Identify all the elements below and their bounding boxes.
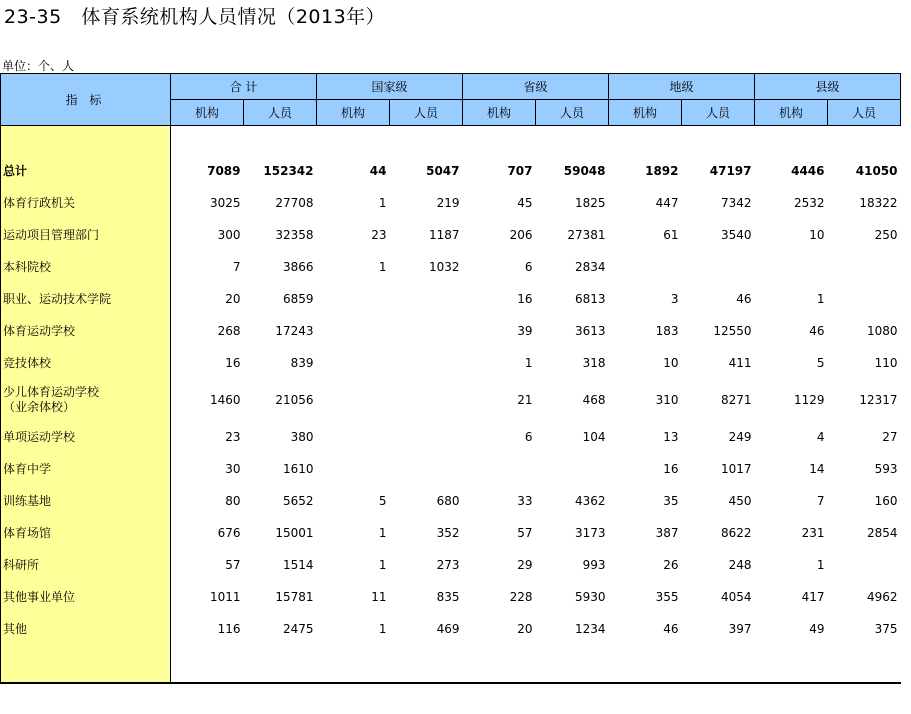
header-sub-personnel: 人员: [682, 100, 755, 126]
table-cell: [828, 251, 901, 283]
table-cell: [317, 283, 390, 315]
table-cell: 160: [874, 494, 898, 508]
table-cell: 380: [290, 430, 314, 444]
table-row: [1, 283, 901, 315]
table-cell: 676: [217, 526, 241, 540]
header-group-prefecture: 地级: [609, 74, 755, 100]
table-cell: 1: [378, 622, 387, 636]
table-cell: [390, 347, 463, 379]
table-row: [1, 549, 901, 581]
table-row: [1, 485, 901, 517]
table-cell: [317, 379, 390, 421]
table-cell: 8271: [720, 393, 752, 407]
header-group-total: 合 计: [171, 74, 317, 100]
table-cell: 16: [517, 292, 533, 306]
table-cell: 49: [809, 622, 825, 636]
table-cell: 30: [225, 462, 241, 476]
table-cell: 14: [809, 462, 825, 476]
table-cell: 7: [816, 494, 825, 508]
header-sub-personnel: 人员: [390, 100, 463, 126]
table-cell: 1: [378, 526, 387, 540]
table-cell: 18322: [859, 196, 898, 210]
table-cell: 20: [517, 622, 533, 636]
table-cell: 3173: [574, 526, 606, 540]
table-cell: 1: [816, 292, 825, 306]
table-cell: 104: [582, 430, 606, 444]
row-label: 职业、运动技术学院: [1, 283, 171, 315]
row-label: 运动项目管理部门: [1, 219, 171, 251]
table-cell: 1460: [209, 393, 241, 407]
table-cell: 250: [874, 228, 898, 242]
table-cell: 12550: [713, 324, 752, 338]
table-cell: [828, 549, 901, 581]
table-cell: 1: [524, 356, 533, 370]
table-cell: 16: [663, 462, 679, 476]
table-cell: 45: [517, 196, 533, 210]
table-cell: 2475: [282, 622, 314, 636]
table-cell: 57: [225, 558, 241, 572]
table-row: [1, 219, 901, 251]
table-cell: 4446: [791, 164, 825, 178]
table-cell: 80: [225, 494, 241, 508]
table-cell: 310: [655, 393, 679, 407]
table-cell: 268: [217, 324, 241, 338]
row-label: 体育中学: [1, 453, 171, 485]
table-cell: 10: [663, 356, 679, 370]
table-cell: 116: [217, 622, 241, 636]
table-cell: 206: [509, 228, 533, 242]
table-cell: 10: [809, 228, 825, 242]
table-cell: 61: [663, 228, 679, 242]
table-cell: 1032: [428, 260, 460, 274]
table-cell: 4362: [574, 494, 606, 508]
table-cell: 1011: [209, 590, 241, 604]
unit-note: 单位：个、人: [2, 59, 75, 73]
table-row: [1, 379, 901, 421]
table-row: [1, 155, 901, 187]
table-cell: 411: [728, 356, 752, 370]
table-cell: 1: [378, 260, 387, 274]
table-cell: 447: [655, 196, 679, 210]
header-sub-personnel: 人员: [244, 100, 317, 126]
row-label: 训练基地: [1, 485, 171, 517]
table-cell: 355: [655, 590, 679, 604]
table-cell: 3: [670, 292, 679, 306]
table-cell: 1: [378, 196, 387, 210]
table-cell: [390, 421, 463, 453]
header-sub-institutions: 机构: [609, 100, 682, 126]
table-cell: [390, 379, 463, 421]
table-cell: 7089: [207, 164, 241, 178]
row-label: 本科院校: [1, 251, 171, 283]
table-cell: 375: [874, 622, 898, 636]
table-cell: 1187: [428, 228, 460, 242]
table-cell: 8622: [720, 526, 752, 540]
table-cell: 46: [663, 622, 679, 636]
table-cell: 7342: [720, 196, 752, 210]
table-cell: 450: [728, 494, 752, 508]
table-cell: 35: [663, 494, 679, 508]
table-cell: 3025: [209, 196, 241, 210]
table-cell: 1825: [574, 196, 606, 210]
row-label: 少儿体育运动学校 （业余体校）: [1, 379, 171, 421]
stats-table: [0, 73, 901, 684]
header-stub: 指 标: [1, 74, 171, 126]
row-label: 其他事业单位: [1, 581, 171, 613]
table-cell: 7: [232, 260, 241, 274]
table-row: [1, 315, 901, 347]
table-cell: 32358: [275, 228, 314, 242]
table-cell: 26: [663, 558, 679, 572]
table-cell: 2532: [793, 196, 825, 210]
table-cell: 12317: [859, 393, 898, 407]
table-cell: 839: [290, 356, 314, 370]
table-cell: 23: [225, 430, 241, 444]
table-cell: 6: [524, 260, 533, 274]
table-cell: 39: [517, 324, 533, 338]
row-label: 体育运动学校: [1, 315, 171, 347]
table-cell: 1: [816, 558, 825, 572]
table-cell: 2854: [866, 526, 898, 540]
table-cell: 44: [369, 164, 387, 178]
table-cell: 417: [801, 590, 825, 604]
table-cell: 1610: [282, 462, 314, 476]
table-cell: [536, 453, 609, 485]
row-label: 体育场馆: [1, 517, 171, 549]
table-cell: 1: [378, 558, 387, 572]
spacer-row: [1, 645, 901, 683]
row-label: 体育行政机关: [1, 187, 171, 219]
table-cell: 183: [655, 324, 679, 338]
table-cell: 6859: [282, 292, 314, 306]
table-cell: 27: [882, 430, 898, 444]
table-cell: 3866: [282, 260, 314, 274]
table-row: [1, 581, 901, 613]
table-cell: 1017: [720, 462, 752, 476]
table-cell: 27708: [275, 196, 314, 210]
row-label: 总计: [1, 155, 171, 187]
table-cell: [317, 421, 390, 453]
header-sub-institutions: 机构: [755, 100, 828, 126]
table-cell: 219: [436, 196, 460, 210]
header-sub-institutions: 机构: [317, 100, 390, 126]
table-cell: 5: [378, 494, 387, 508]
table-cell: 47197: [709, 164, 752, 178]
table-cell: 1234: [574, 622, 606, 636]
table-row: [1, 517, 901, 549]
header-group-national: 国家级: [317, 74, 463, 100]
table-cell: 249: [728, 430, 752, 444]
table-cell: 21056: [275, 393, 314, 407]
table-cell: 1080: [866, 324, 898, 338]
table-row: [1, 251, 901, 283]
table-cell: 300: [217, 228, 241, 242]
table-row: [1, 187, 901, 219]
table-cell: 20: [225, 292, 241, 306]
row-label-line2: （业余体校）: [3, 400, 76, 414]
table-cell: 15001: [275, 526, 314, 540]
table-cell: 6: [524, 430, 533, 444]
table-cell: [390, 283, 463, 315]
table-cell: 16: [225, 356, 241, 370]
table-cell: 5930: [574, 590, 606, 604]
table-cell: 231: [801, 526, 825, 540]
table-cell: 468: [582, 393, 606, 407]
table-cell: 33: [517, 494, 533, 508]
row-label: 竞技体校: [1, 347, 171, 379]
table-cell: 397: [728, 622, 752, 636]
table-cell: 29: [517, 558, 533, 572]
table-cell: 21: [517, 393, 533, 407]
table-cell: [317, 315, 390, 347]
table-cell: 707: [507, 164, 533, 178]
table-cell: 469: [436, 622, 460, 636]
table-row: [1, 453, 901, 485]
table-cell: 57: [517, 526, 533, 540]
row-label: 其他: [1, 613, 171, 645]
table-cell: 1129: [793, 393, 825, 407]
table-row: [1, 347, 901, 379]
table-cell: [682, 251, 755, 283]
table-cell: 2834: [574, 260, 606, 274]
table-cell: [609, 251, 682, 283]
header-sub-personnel: 人员: [536, 100, 609, 126]
table-cell: 387: [655, 526, 679, 540]
header-group-provincial: 省级: [463, 74, 609, 100]
table-cell: 15781: [275, 590, 314, 604]
table-cell: 23: [371, 228, 387, 242]
table-cell: [317, 453, 390, 485]
header-group-county: 县级: [755, 74, 901, 100]
table-cell: 593: [874, 462, 898, 476]
spacer-row: [1, 126, 901, 156]
table-cell: [828, 283, 901, 315]
table-cell: [317, 347, 390, 379]
header-sub-institutions: 机构: [171, 100, 244, 126]
row-label: 单项运动学校: [1, 421, 171, 453]
table-cell: 3613: [574, 324, 606, 338]
table-row: [1, 613, 901, 645]
table-cell: 835: [436, 590, 460, 604]
table-cell: 4962: [866, 590, 898, 604]
table-cell: 1514: [282, 558, 314, 572]
table-cell: 5047: [426, 164, 460, 178]
table-cell: [390, 453, 463, 485]
table-cell: 6813: [574, 292, 606, 306]
table-cell: 5: [816, 356, 825, 370]
table-cell: 4054: [720, 590, 752, 604]
table-cell: 27381: [567, 228, 606, 242]
row-label: 科研所: [1, 549, 171, 581]
table-cell: 46: [736, 292, 752, 306]
table-cell: [463, 453, 536, 485]
table-cell: 228: [509, 590, 533, 604]
table-cell: 17243: [275, 324, 314, 338]
table-cell: [390, 315, 463, 347]
table-cell: 41050: [855, 164, 898, 178]
header-sub-institutions: 机构: [463, 100, 536, 126]
table-cell: 248: [728, 558, 752, 572]
table-cell: 110: [874, 356, 898, 370]
table-cell: [755, 251, 828, 283]
page-title: 23-35 体育系统机构人员情况（2013年）: [4, 6, 386, 28]
table-cell: 1892: [645, 164, 679, 178]
table-cell: 680: [436, 494, 460, 508]
table-cell: 46: [809, 324, 825, 338]
table-cell: 993: [582, 558, 606, 572]
table-cell: 5652: [282, 494, 314, 508]
table-row: [1, 421, 901, 453]
table-cell: 273: [436, 558, 460, 572]
table-cell: 59048: [563, 164, 606, 178]
table-cell: 4: [816, 430, 825, 444]
table-cell: 352: [436, 526, 460, 540]
table-body: [1, 126, 901, 684]
table-cell: 3540: [720, 228, 752, 242]
header-sub-personnel: 人员: [828, 100, 901, 126]
table-cell: 318: [582, 356, 606, 370]
table-cell: 152342: [263, 164, 314, 178]
table-cell: 13: [663, 430, 679, 444]
table-cell: 11: [371, 590, 387, 604]
